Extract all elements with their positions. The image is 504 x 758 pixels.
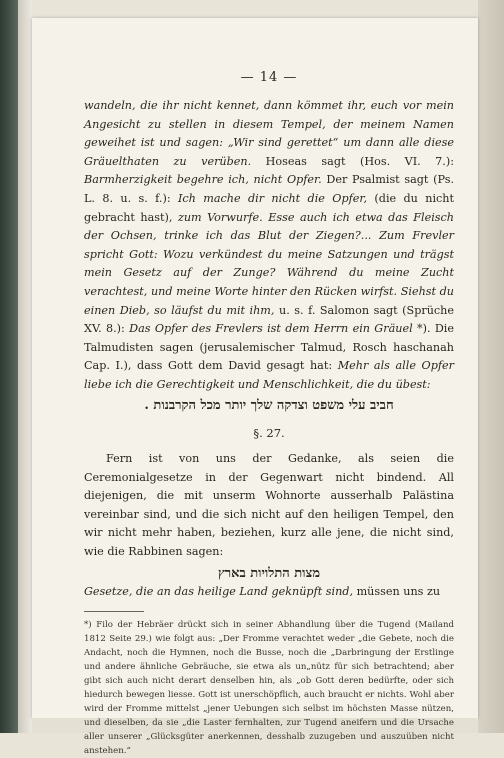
text-run: Der Psalmist sagt (Ps. L. 8. u. s. f.): bbox=[84, 173, 455, 205]
italic-run: Das Opfer des Frevlers ist dem Herrn ein Gräuel bbox=[129, 322, 413, 336]
hebrew-quote: חביב עלי משפט וצדקה שלך יותר מכל הקרבנות . bbox=[144, 397, 394, 413]
body-text bbox=[84, 97, 454, 601]
italic-run: wandeln, die ihr nicht kennet, dann kömmet ihr, euch vor mein Angesicht zu stellen in diesem Tempel, der meinem Namen geweihet ist und sagen: „Wir sind gerettet“ um dann alle diese Gräuelthaten zu verüben. bbox=[84, 99, 454, 168]
paragraph-3 bbox=[84, 583, 454, 602]
paragraph-2: Fern ist von uns der Gedanke, als seien die Ceremonialgesetze in der Gegenwart nicht bindend. All diejenigen, die mit unserm Wohnorte ausserhalb Palästina vereinbar sind, und die sich nicht auf den heiligen Tempel, den wir nicht mehr haben, beziehen, kurz alle jene, die nicht sind, wie die Rabbinen sagen: bbox=[84, 452, 454, 559]
page-edge bbox=[18, 0, 32, 733]
page-content bbox=[84, 70, 454, 758]
italic-run: zum Vorwurfe. Esse auch ich etwa das Fleisch der Ochsen, trinke ich das Blut der Ziegen?... Zum Frevler spricht Gott: Wozu verkündest du meine Satzungen und trägst mein Gesetz auf der Zunge? Während du meine Zucht verachtest, und meine Worte hinter den Rücken wirfst. Siehst du einen Dieb, so läufst du mit ihm, bbox=[84, 210, 454, 317]
background-edge bbox=[478, 0, 504, 733]
section-heading: §. 27. bbox=[253, 425, 285, 440]
text-run: u. s. f. Salomon sagt (Sprüche XV. 8.): bbox=[84, 303, 454, 336]
italic-run: Ich mache dir nicht die Opfer, bbox=[177, 191, 368, 205]
paragraph-1 bbox=[84, 97, 454, 395]
footnote-rule bbox=[84, 611, 144, 612]
hebrew-heading: מצות התלויות בארץ bbox=[217, 565, 321, 581]
footnote: *) Filo der Hebräer drückt sich in seiner Abhandlung über die Tugend (Mailand 1812 Seite 29.) wie folgt aus: „Der Fromme verachtet weder „die Gebete, noch die Andacht, noch die Hymnen, noch die Busse, noch die „Darbringung der Erstlinge und andere ähnliche Gebräuche, sie etwa als un„nütz für sich betrachtend; aber gibt sich auch nicht derart denselben hin, als „ob Gott deren bedürfte, oder sich hiedurch bewegen liesse. Gott ist unerschöpflich, auch braucht er nichts. Wohl aber wird der Fromme mittelst „jener Uebungen sich selbst im höchsten Masse nützen, und dieselben, da sie „die Laster fernhalten, zur Tugend aneifern und die Ursache aller unserer „Glücksgüter anerkennen, desshalb zuzugeben und auszuüben nicht anstehen.“ bbox=[84, 620, 454, 757]
italic-run: Barmherzigkeit begehre ich, nicht Opfer. bbox=[84, 173, 322, 187]
italic-run: Gesetze, die an das heilige Land geknüpft sind, bbox=[84, 584, 354, 598]
italic-run: Mehr als alle Opfer liebe ich die Gerechtigkeit und Menschlichkeit, die du übest: bbox=[84, 359, 454, 391]
text-run: müssen uns zu bbox=[353, 584, 441, 598]
page-number: — 14 — bbox=[240, 70, 298, 85]
text-run: *). Die Talmudisten sagen (jerusalemischer Talmud, Rosch haschanah Cap. I.), dass Gott dem David gesagt hat: bbox=[84, 322, 455, 373]
text-run: Hoseas sagt (Hos. VI. 7.): bbox=[251, 154, 454, 168]
book-binding bbox=[0, 0, 18, 733]
text-run: (die du nicht gebracht hast), bbox=[84, 191, 454, 224]
